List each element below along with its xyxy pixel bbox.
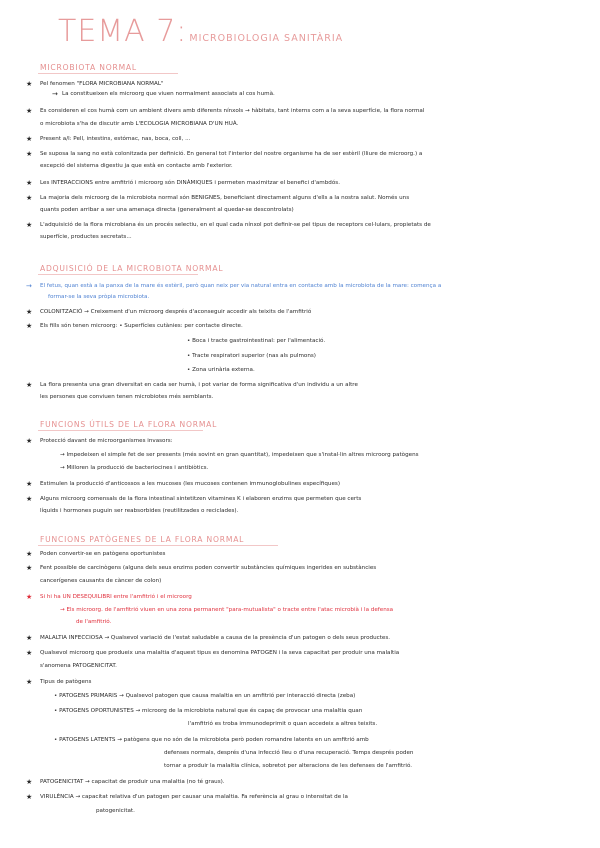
star-bullet: ★: [26, 480, 33, 488]
text-line: Si hi ha UN DESEQUILIBRI entre l'amfitrió i el microorg: [40, 594, 192, 600]
heading-underline: [38, 545, 278, 546]
text-line: Se suposa la sang no està colonitzada per definició. En general tot l'interior del nostre organisme ha de ser estèril (lliure de microorg.) a: [40, 151, 423, 157]
title-sub: MICROBIOLOGIA SANITÀRIA: [189, 33, 344, 44]
text-line: La constitueixen els microorg que viuen normalment associats al cos humà.: [62, 91, 275, 97]
text-line: líquids i hormones puguin ser reabsorbides (reutilitzades o reciclades).: [40, 508, 239, 514]
text-line: • PATOGENS PRIMARIS → Qualsevol patogen que causa malaltia en un amfitrió per interacció directa (zeba): [54, 693, 356, 699]
text-line: excepció del sistema digestiu ja que està en contacte amb l'exterior.: [40, 163, 233, 169]
text-line: Poden convertir-se en patògens oportunistes: [40, 551, 166, 557]
text-line: cancerígenes causants de càncer de colon): [40, 578, 162, 584]
text-line: defenses normals, després d'una infecció lleu o d'una recuperació. Temps després poden: [164, 750, 414, 756]
text-line: • Tracte respiratori superior (nas als pulmons): [187, 353, 316, 359]
text-line: • Boca i tracte gastrointestinal: per l'alimentació.: [187, 338, 326, 344]
text-line: Estimulen la producció d'anticossos a les mucoses (les mucoses contenen immunoglobulines específiques): [40, 481, 341, 487]
text-line: tornar a produir la malaltia clínica, sobretot per alteracions de les defenses de l'amfitrió.: [164, 763, 413, 769]
text-line: → Els microorg. de l'amfitrió viuen en una zona permanent "para-mutualista" o tracte entre l'atac microbià i la defensa: [60, 607, 394, 613]
star-bullet: ★: [26, 793, 33, 801]
text-line: s'anomena PATOGENICITAT.: [40, 663, 117, 669]
text-line: Les INTERACCIONS entre amfitrió i microorg són DINÀMIQUES i permeten maximitzar el benefici d'ambdós.: [40, 180, 340, 186]
star-bullet: ★: [26, 80, 33, 88]
star-bullet: ★: [26, 778, 33, 786]
text-line: patogenicitat.: [96, 808, 135, 814]
arrow-bullet: →: [52, 90, 58, 98]
heading-underline: [38, 73, 178, 74]
star-bullet: ★: [26, 221, 33, 229]
star-bullet: ★: [26, 135, 33, 143]
star-bullet: ★: [26, 322, 33, 330]
text-line: les persones que conviuen tenen microbiotes més semblants.: [40, 394, 214, 400]
section-heading-microbiota-normal: MICROBIOTA NORMAL: [40, 63, 137, 72]
section-heading-funcions-utils: FUNCIONS ÚTILS DE LA FLORA NORMAL: [40, 420, 218, 429]
text-line: La flora presenta una gran diversitat en cada ser humà, i pot variar de forma significativa d'un individu a un altre: [40, 382, 358, 388]
text-line: L'adquisició de la flora microbiana és un procés selectiu, en el qual cada nínxol pot definir-se pel tipus de receptors cel·lulars, propietats de: [40, 222, 431, 228]
heading-underline: [38, 274, 198, 275]
text-line: Els fills són tenen microorg: • Superfícies cutànies: per contacte directe.: [40, 323, 243, 329]
text-line: l'amfitrió es troba immunodeprimit o quan accedeix a altres teixits.: [188, 721, 378, 727]
star-bullet: ★: [26, 194, 33, 202]
text-line: Protecció davant de microorganismes invasors:: [40, 438, 173, 444]
star-bullet: ★: [26, 437, 33, 445]
text-line: formar-se la seva pròpia microbiota.: [48, 294, 150, 300]
text-line: Alguns microorg comensals de la flora intestinal sintetitzen vitamines K i elaboren enzims que permeten que certs: [40, 496, 362, 502]
text-line: Qualsevol microorg que produeix una malaltia d'aquest tipus es denomina PATOGEN i la seva capacitat per produir una malaltia: [40, 650, 400, 656]
star-bullet: ★: [26, 179, 33, 187]
star-bullet: ★: [26, 550, 33, 558]
section-heading-funcions-patogenes: FUNCIONS PATÒGENES DE LA FLORA NORMAL: [40, 535, 245, 544]
text-line: de l'amfitrió.: [76, 619, 112, 625]
text-line: Tipus de patògens: [40, 679, 92, 685]
text-line: quants poden arribar a ser una amenaça directa (generalment al quedar-se descontrolats): [40, 207, 294, 213]
text-line: • PATOGENS OPORTUNISTES → microorg de la microbiota natural que és capaç de provocar una malaltia quan: [54, 708, 363, 714]
star-bullet: ★: [26, 381, 33, 389]
section-heading-adquisicio: ADQUISICIÓ DE LA MICROBIOTA NORMAL: [40, 264, 224, 273]
heading-underline: [38, 430, 203, 431]
star-bullet: ★: [26, 495, 33, 503]
title-main: TEMA 7:: [58, 14, 188, 49]
page-title: [58, 14, 343, 49]
text-line: MALALTIA INFECCIOSA → Qualsevol variació de l'estat saludable a causa de la presència d'un patogen o dels seus productes.: [40, 635, 391, 641]
text-line: Fent possible de carcinògens (alguns dels seus enzims poden convertir substàncies químiques ingerides en substàncies: [40, 565, 377, 571]
text-line: Es consideren el cos humà com un ambient divers amb diferents nínxols → hàbitats, tant interns com a la seva superfície, la flora normal: [40, 108, 425, 114]
text-line: superfície, productes secretats...: [40, 234, 132, 240]
star-bullet: ★: [26, 593, 33, 601]
text-line: El fetus, quan està a la panxa de la mare és estèril, però quan neix per via natural entra en contacte amb la microbiota de la mare: comença a: [40, 283, 442, 289]
arrow-bullet: →: [26, 282, 32, 290]
star-bullet: ★: [26, 308, 33, 316]
star-bullet: ★: [26, 634, 33, 642]
text-line: o microbiota s'ha de discutir amb L'ECOLOGIA MICROBIANA D'UN HUÀ.: [40, 121, 239, 127]
text-line: → Milloren la producció de bacteriocines i antibiòtics.: [60, 465, 209, 471]
text-line: COLONITZACIÓ → Creixement d'un microorg després d'aconseguir accedir als teixits de l'amfitrió: [40, 309, 312, 315]
text-line: VIRULÈNCIA → capacitat relativa d'un patogen per causar una malaltia. Fa referència al grau o intensitat de la: [40, 794, 348, 800]
text-line: La majoria dels microorg de la microbiota normal són BENIGNES, beneficiant directament alguns d'ells a la nostra salut. Només uns: [40, 195, 410, 201]
text-line: Present a/l: Pell, intestins, estómac, nas, boca, coll, ...: [40, 136, 191, 142]
star-bullet: ★: [26, 564, 33, 572]
text-line: → Impedeixen el simple fet de ser presents (més sovint en gran quantitat), impedeixen que s'instal·lin altres microorg patògens: [60, 452, 419, 458]
text-line: PATOGENICITAT → capacitat de produir una malaltia (no té graus).: [40, 779, 225, 785]
star-bullet: ★: [26, 678, 33, 686]
text-line: • Zona urinària externa.: [187, 367, 255, 373]
star-bullet: ★: [26, 150, 33, 158]
star-bullet: ★: [26, 649, 33, 657]
star-bullet: ★: [26, 107, 33, 115]
text-line: Pel fenomen "FLORA MICROBIANA NORMAL": [40, 81, 164, 87]
text-line: • PATOGENS LATENTS → patògens que no són de la microbiota però poden romandre latents en un amfitrió amb: [54, 737, 369, 743]
